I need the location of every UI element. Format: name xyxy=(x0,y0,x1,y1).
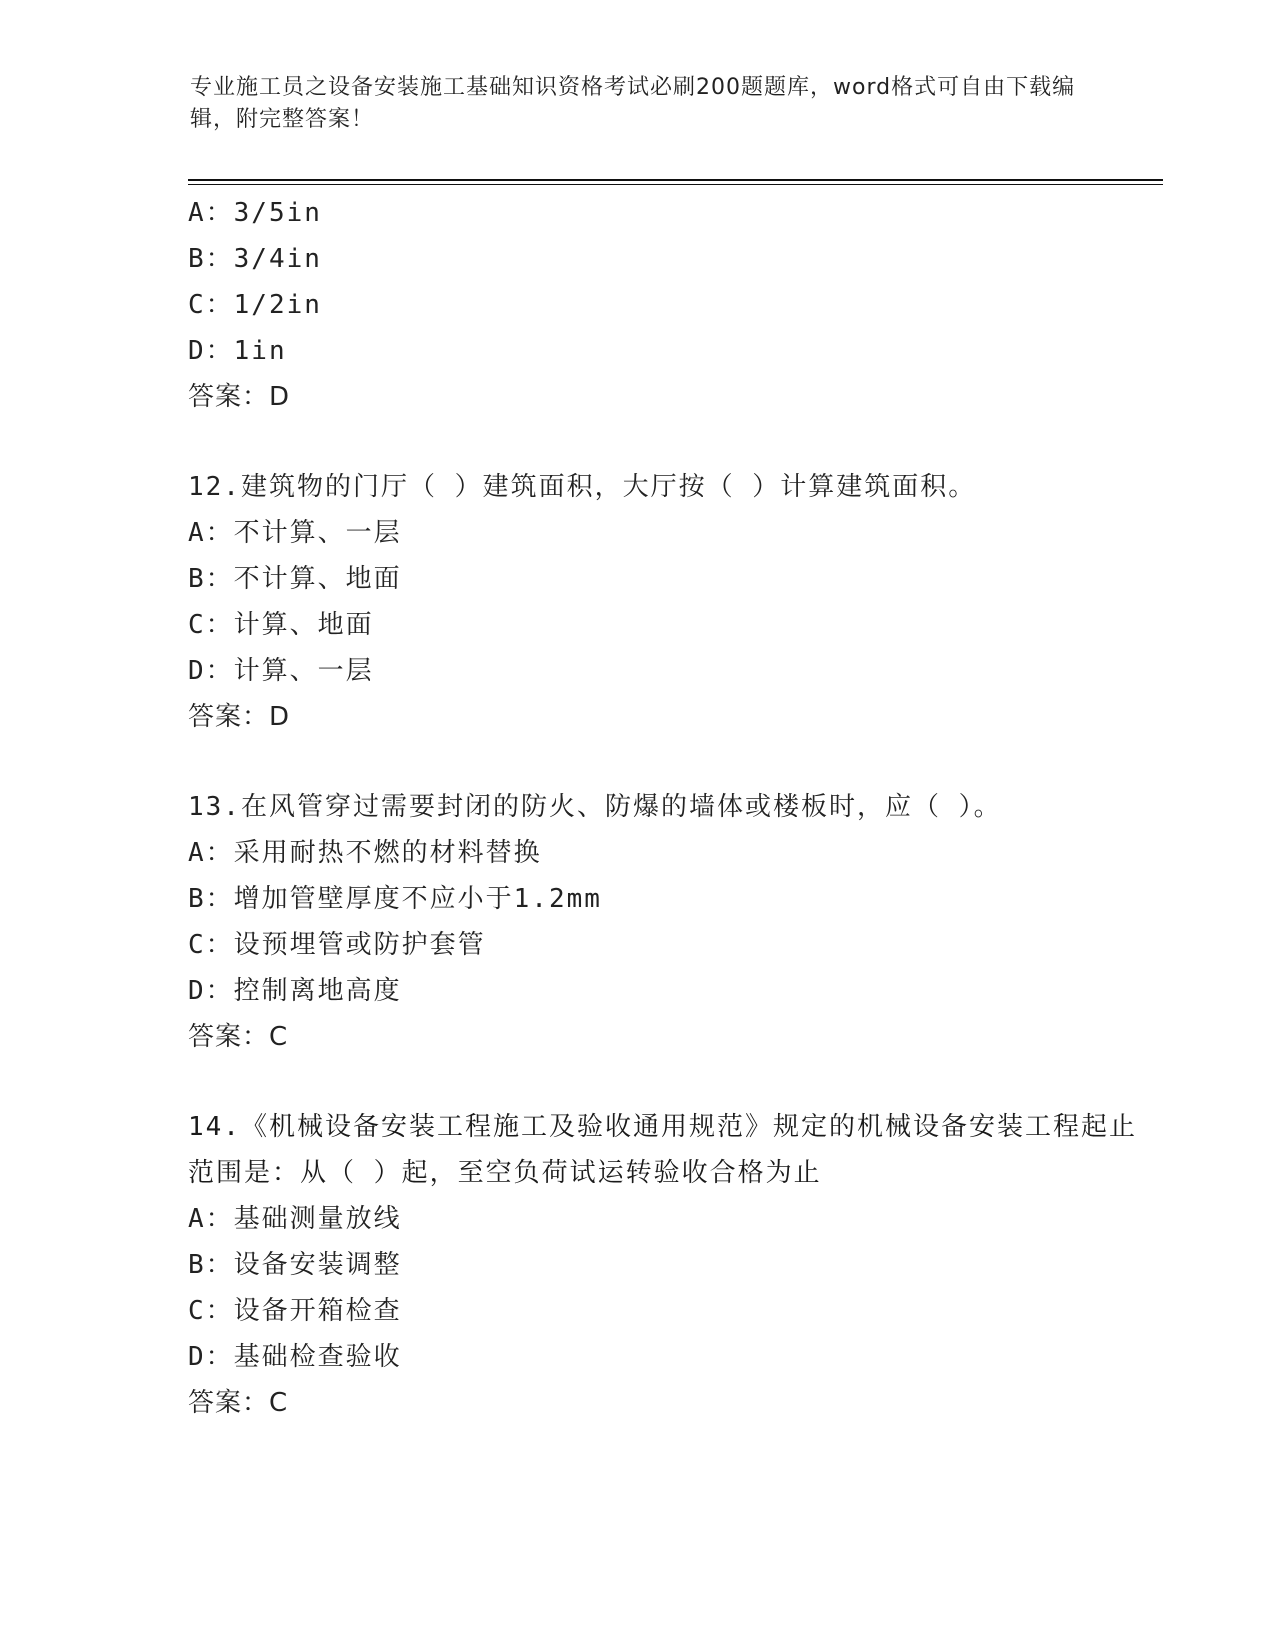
option-b: B：不计算、地面 xyxy=(188,564,402,594)
question-12 xyxy=(188,464,1148,740)
spacer xyxy=(188,740,1148,784)
spacer xyxy=(188,420,1148,464)
option-d: D：1in xyxy=(188,336,287,366)
question-stem: 14.《机械设备安装工程施工及验收通用规范》规定的机械设备安装工程起止范围是：从（ ）起，至空负荷试运转验收合格为止 xyxy=(188,1112,1137,1188)
option-c: C：1/2in xyxy=(188,290,322,320)
header-rule-thin xyxy=(188,184,1163,185)
header-rule-thick xyxy=(188,179,1163,181)
answer: 答案：D xyxy=(188,702,291,732)
answer: 答案：C xyxy=(188,1022,289,1052)
option-a: A：不计算、一层 xyxy=(188,518,402,548)
question-stem: 13.在风管穿过需要封闭的防火、防爆的墙体或楼板时，应（ ）。 xyxy=(188,792,1002,822)
spacer xyxy=(188,1060,1148,1104)
option-b: B：3/4in xyxy=(188,244,322,274)
option-b: B：设备安装调整 xyxy=(188,1250,402,1280)
option-d: D：控制离地高度 xyxy=(188,976,402,1006)
question-11-continuation xyxy=(188,190,1148,420)
option-c: C：计算、地面 xyxy=(188,610,374,640)
document-header: 专业施工员之设备安装施工基础知识资格考试必刷200题题库，word格式可自由下载编辑，附完整答案！ xyxy=(190,75,1076,132)
question-list xyxy=(188,190,1148,1426)
question-14 xyxy=(188,1104,1148,1426)
option-b: B：增加管壁厚度不应小于1.2mm xyxy=(188,884,602,914)
option-a: A：基础测量放线 xyxy=(188,1204,402,1234)
option-c: C：设预埋管或防护套管 xyxy=(188,930,486,960)
question-13 xyxy=(188,784,1148,1060)
answer: 答案：D xyxy=(188,382,291,412)
question-stem: 12.建筑物的门厅（ ）建筑面积，大厅按（ ）计算建筑面积。 xyxy=(188,472,977,502)
option-d: D：计算、一层 xyxy=(188,656,374,686)
answer: 答案：C xyxy=(188,1388,289,1418)
option-c: C：设备开箱检查 xyxy=(188,1296,402,1326)
option-a: A：3/5in xyxy=(188,198,322,228)
option-d: D：基础检查验收 xyxy=(188,1342,402,1372)
option-a: A：采用耐热不燃的材料替换 xyxy=(188,838,542,868)
